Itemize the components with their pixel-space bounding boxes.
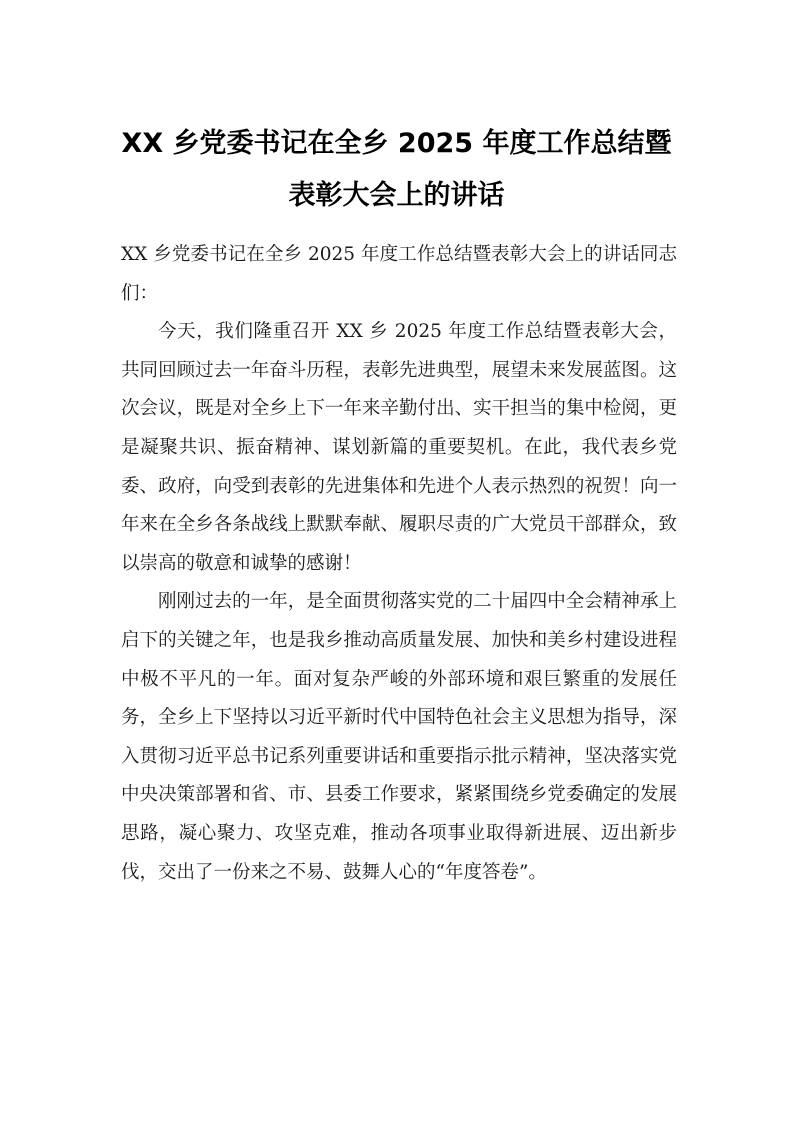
opening-paragraph: 今天，我们隆重召开 XX 乡 2025 年度工作总结暨表彰大会，共同回顾过去一年奋斗历程，表彰先进典型，展望未来发展蓝图。这次会议，既是对全乡上下一年来辛勤付出、实干担当的集中检阅，更是凝聚共识、振奋精神、谋划新篇的重要契机。在此，我代表乡党委、政府，向受到表彰的先进集体和先进个人表示热烈的祝贺！向一年来在全乡各条战线上默默奉献、履职尽责的广大党员干部群众，致以崇高的敬意和诚挚的感谢！ <box>121 321 677 574</box>
title-line-1: XX 乡党委书记在全乡 2025 年度工作总结暨 <box>121 128 672 159</box>
salutation-paragraph: XX 乡党委书记在全乡 2025 年度工作总结暨表彰大会上的讲话同志们： <box>121 244 677 304</box>
document-title <box>100 118 693 222</box>
document-body <box>121 236 677 892</box>
title-line-2: 表彰大会上的讲话 <box>288 180 505 211</box>
review-paragraph: 刚刚过去的一年，是全面贯彻落实党的二十届四中全会精神承上启下的关键之年，也是我乡推动高质量发展、加快和美乡村建设进程中极不平凡的一年。面对复杂严峻的外部环境和艰巨繁重的发展任务，全乡上下坚持以习近平新时代中国特色社会主义思想为指导，深入贯彻习近平总书记系列重要讲话和重要指示批示精神，坚决落实党中央决策部署和省、市、县委工作要求，紧紧围绕乡党委确定的发展思路，凝心聚力、攻坚克难，推动各项事业取得新进展、迈出新步伐，交出了一份来之不易、鼓舞人心的“年度答卷”。 <box>121 591 677 883</box>
